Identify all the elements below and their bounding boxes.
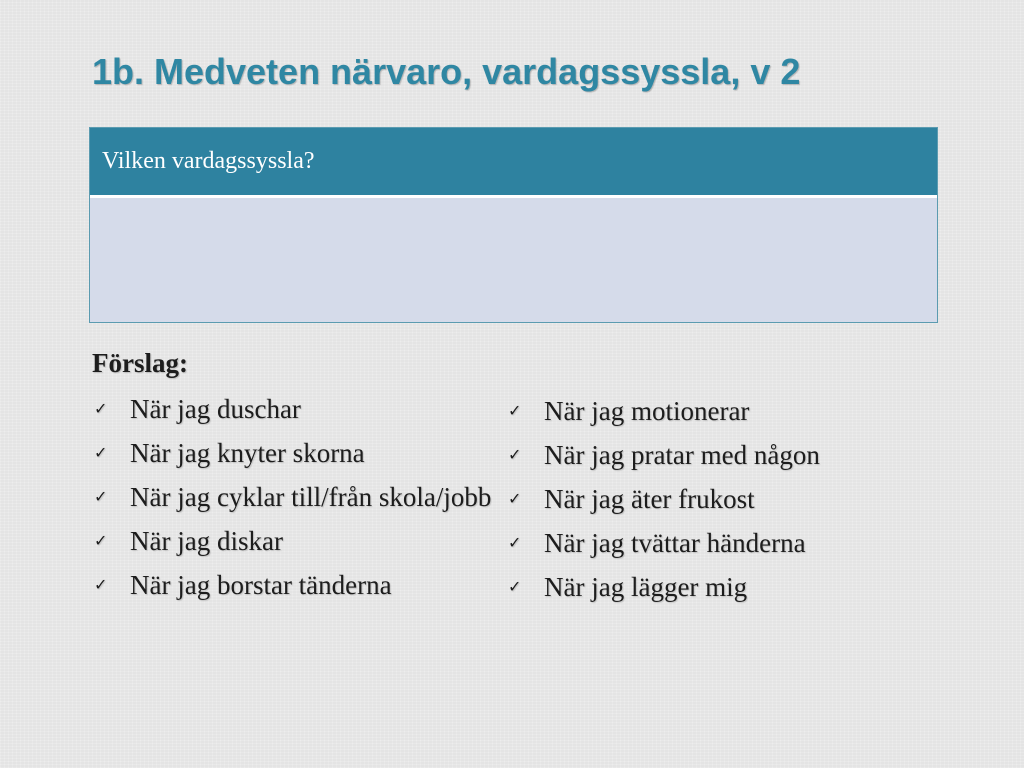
suggestion-text: När jag motionerar (544, 396, 750, 426)
checkmark-icon: ✓ (508, 445, 522, 464)
question-table (89, 127, 938, 323)
suggestion-item (506, 433, 946, 477)
suggestion-list-left (92, 387, 502, 607)
checkmark-icon: ✓ (508, 533, 522, 552)
suggestion-text: När jag knyter skorna (130, 438, 365, 468)
suggestion-text: När jag cyklar till/från skola/jobb (130, 482, 492, 512)
suggestion-item (92, 475, 502, 519)
suggestion-text: När jag äter frukost (544, 484, 755, 514)
checkmark-icon: ✓ (94, 399, 108, 418)
question-table-header: Vilken vardagssyssla? (90, 128, 937, 198)
checkmark-icon: ✓ (94, 575, 108, 594)
suggestion-item (506, 565, 946, 609)
suggestion-item (92, 387, 502, 431)
checkmark-icon: ✓ (508, 401, 522, 420)
checkmark-icon: ✓ (94, 443, 108, 462)
checkmark-icon: ✓ (94, 487, 108, 506)
suggestion-text: När jag lägger mig (544, 572, 748, 602)
question-table-answer-cell[interactable] (90, 198, 937, 322)
checkmark-icon: ✓ (508, 577, 522, 596)
suggestion-item (506, 389, 946, 433)
suggestions-heading: Förslag: (92, 348, 188, 378)
slide-title: 1b. Medveten närvaro, vardagssyssla, v 2 (92, 51, 801, 92)
checkmark-icon: ✓ (508, 489, 522, 508)
suggestion-item (92, 563, 502, 607)
suggestion-list-right (506, 389, 946, 609)
suggestion-text: När jag borstar tänderna (130, 570, 392, 600)
suggestion-item (92, 431, 502, 475)
suggestion-item (506, 477, 946, 521)
suggestion-text: När jag duschar (130, 394, 301, 424)
suggestion-text: När jag diskar (130, 526, 283, 556)
suggestion-item (92, 519, 502, 563)
checkmark-icon: ✓ (94, 531, 108, 550)
suggestion-item (506, 521, 946, 565)
suggestion-text: När jag tvättar händerna (544, 528, 806, 558)
suggestion-text: När jag pratar med någon (544, 440, 820, 470)
